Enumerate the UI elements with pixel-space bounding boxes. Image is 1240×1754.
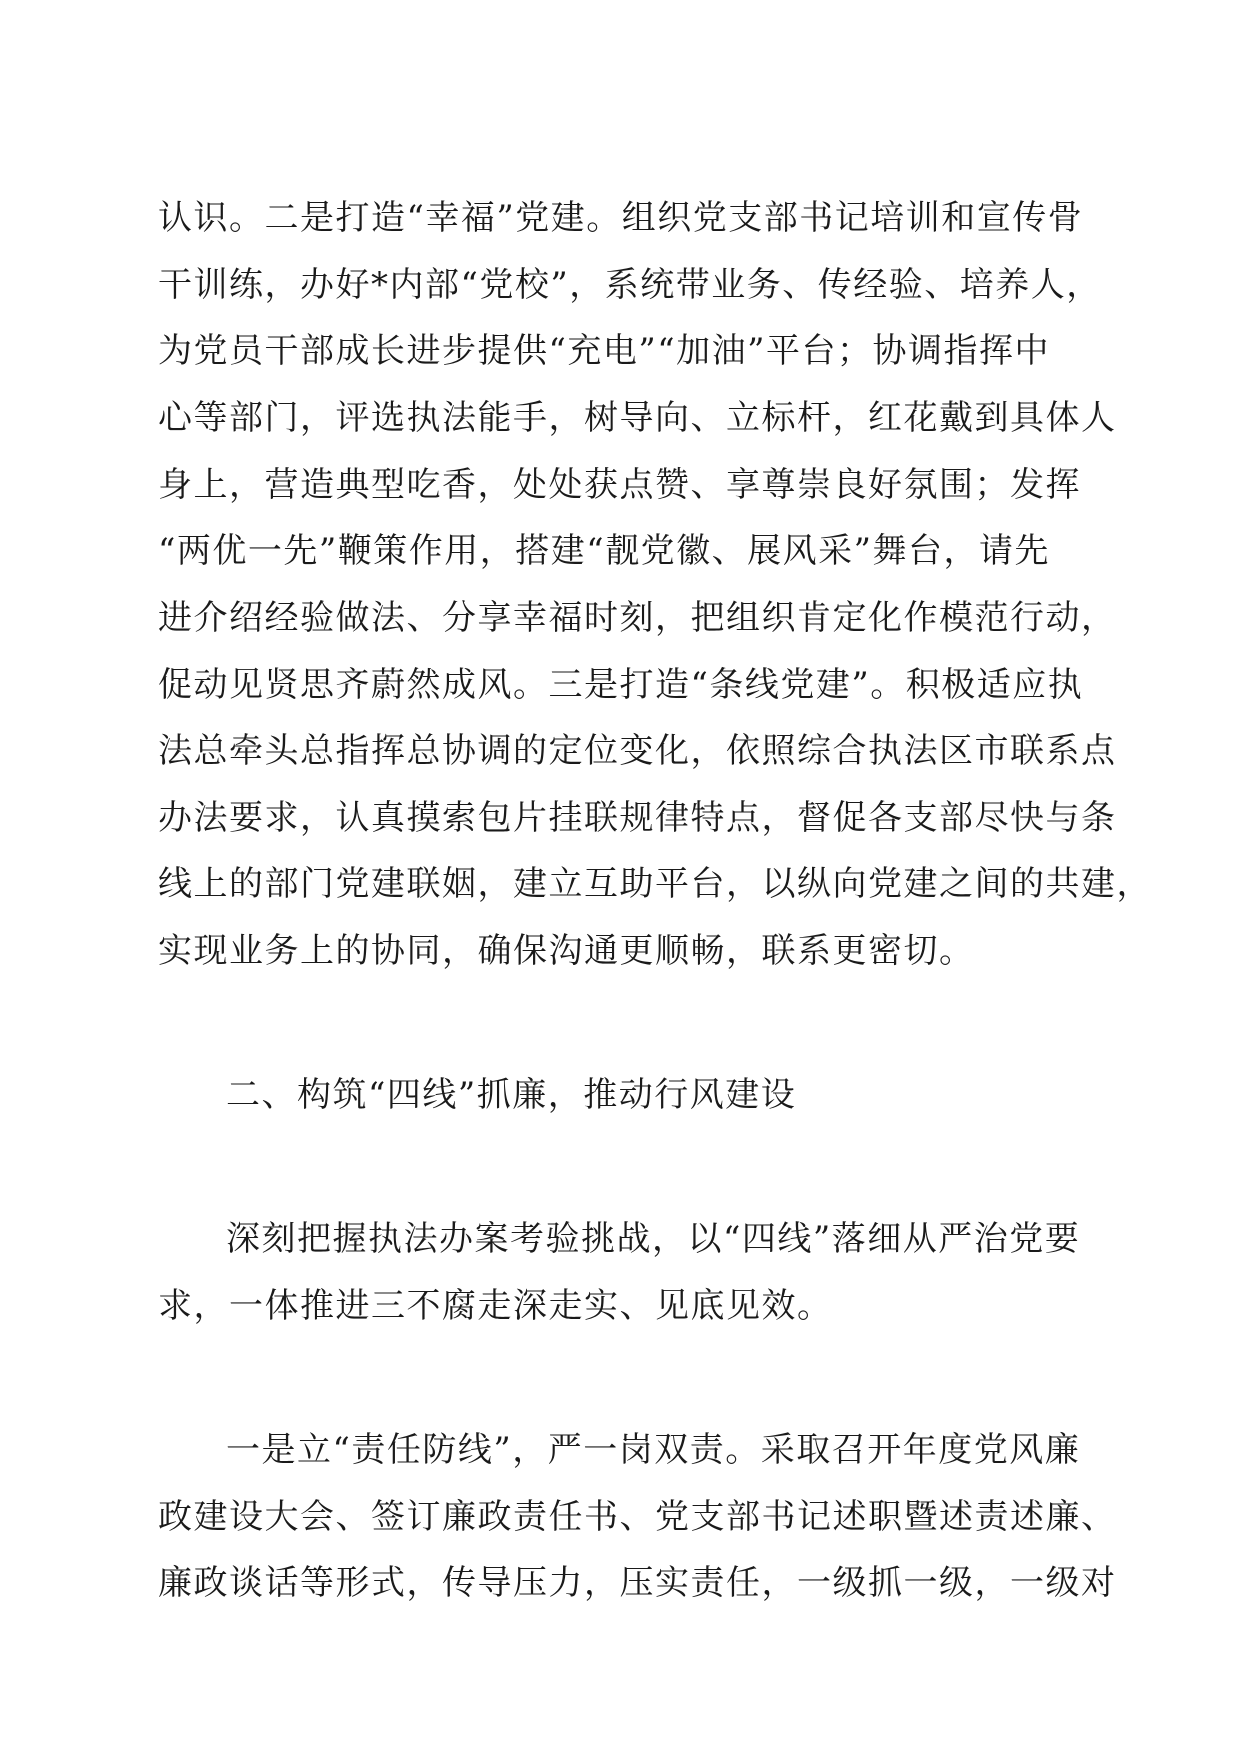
paragraph-line: 政建设大会、签订廉政责任书、党支部书记述职暨述责述廉、: [158, 1497, 1117, 1537]
paragraph-line: 办法要求，认真摸索包片挂联规律特点，督促各支部尽快与条: [158, 798, 1117, 838]
paragraph-line: 法总牵头总指挥总协调的定位变化，依照综合执法区市联系点: [158, 731, 1117, 771]
paragraph-line: 认识。二是打造“幸福”党建。组织党支部书记培训和宣传骨: [158, 198, 1084, 238]
paragraph-line: 一是立“责任防线”，严一岗双责。采取召开年度党风廉: [226, 1430, 1081, 1470]
paragraph-line: 心等部门，评选执法能手，树导向、立标杆，红花戴到具体人: [158, 398, 1117, 438]
paragraph-line: 促动见贤思齐蔚然成风。三是打造“条线党建”。积极适应执: [158, 665, 1084, 705]
paragraph-line: 线上的部门党建联姻，建立互助平台，以纵向党建之间的共建，: [158, 864, 1152, 904]
paragraph-line: 廉政谈话等形式，传导压力，压实责任，一级抓一级，一级对: [158, 1563, 1117, 1603]
paragraph-line: 实现业务上的协同，确保沟通更顺畅，联系更密切。: [158, 931, 975, 971]
paragraph-line: 为党员干部成长进步提供“充电”“加油”平台；协调指挥中: [158, 331, 1051, 371]
paragraph-line: 身上，营造典型吃香，处处获点赞、享尊崇良好氛围；发挥: [158, 465, 1081, 505]
section-heading: 二、构筑“四线”抓廉，推动行风建设: [226, 1075, 797, 1115]
paragraph-line: 进介绍经验做法、分享幸福时刻，把组织肯定化作模范行动，: [158, 598, 1117, 638]
paragraph-line: 干训练，办好*内部“党校”，系统带业务、传经验、培养人，: [158, 265, 1102, 305]
paragraph-line: 深刻把握执法办案考验挑战，以“四线”落细从严治党要: [226, 1219, 1081, 1259]
paragraph-line: 求，一体推进三不腐走深走实、见底见效。: [158, 1286, 833, 1326]
paragraph-line: “两优一先”鞭策作用，搭建“靓党徽、展风采”舞台，请先: [158, 531, 1051, 571]
